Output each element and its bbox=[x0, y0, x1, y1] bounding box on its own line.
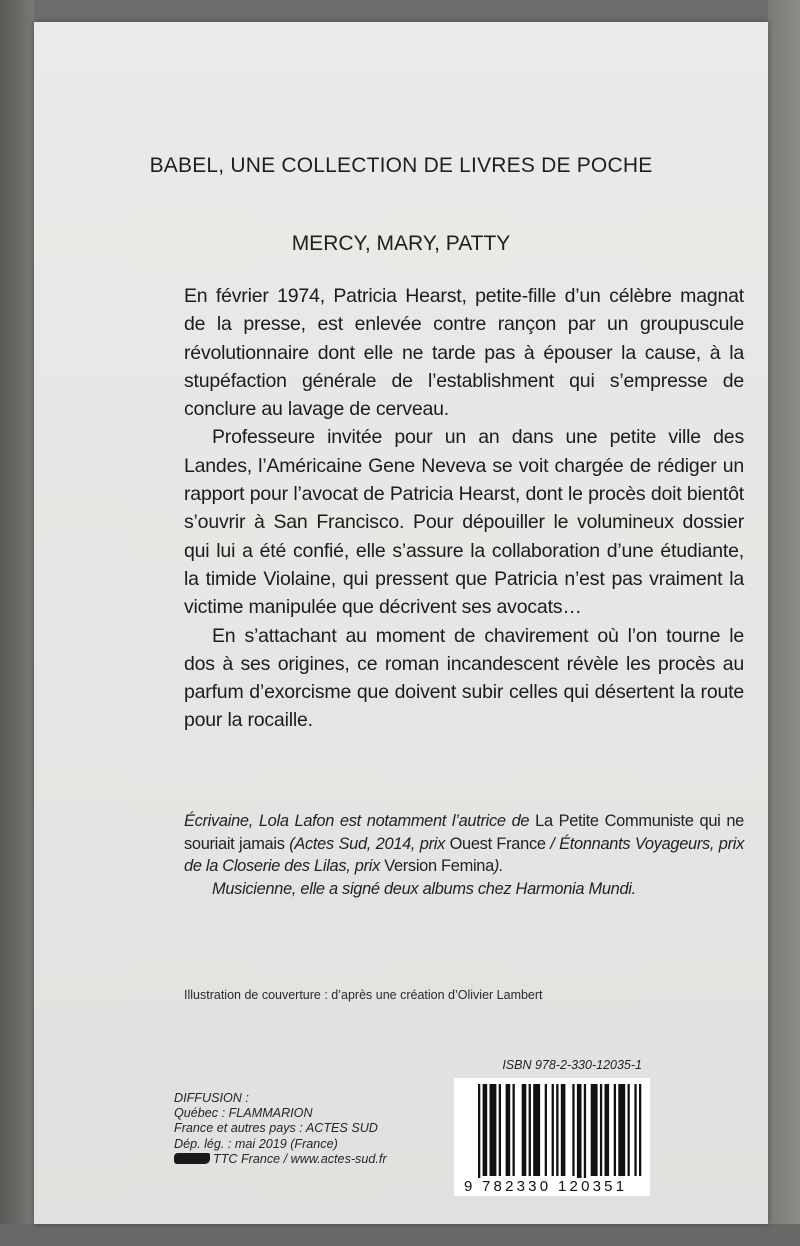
background-bottom-edge bbox=[0, 1224, 800, 1246]
bio-text: Écrivaine, Lola Lafon est notamment l’autrice de bbox=[184, 812, 536, 830]
barcode-bar bbox=[628, 1084, 630, 1176]
price-line bbox=[174, 1152, 387, 1167]
synopsis-paragraph: Professeure invitée pour un an dans une petite ville des Landes, l’Américaine Gene Neveva se voit chargée de rédiger un rapport pour l’avocat de Patricia Hearst, dont le procès doit bientôt s’ouvrir à San Francisco. Pour dépouiller le volumineux dossier qui lui a été confié, elle s’assure la collaboration d’une étudiante, la timide Violaine, qui pressent que Patricia n’est pas vraiment la victime manipulée que décrivent ses avocats… bbox=[184, 426, 744, 619]
prize-name: Version Femina bbox=[384, 857, 494, 876]
book-reference-title: La Petite Communiste qui ne souriait jamais bbox=[184, 812, 744, 853]
barcode-bar bbox=[572, 1084, 574, 1176]
author-bio bbox=[184, 810, 744, 900]
distribution-quebec: Québec : FLAMMARION bbox=[174, 1106, 313, 1121]
barcode-bar bbox=[483, 1084, 488, 1176]
collection-heading: BABEL, UNE COLLECTION DE LIVRES DE POCHE bbox=[149, 154, 653, 177]
barcode-bar bbox=[522, 1084, 527, 1176]
bio-text: ). bbox=[493, 857, 504, 876]
distribution-info bbox=[174, 1091, 387, 1167]
barcode-bar bbox=[545, 1084, 547, 1176]
background-right-edge bbox=[768, 0, 800, 1246]
price-line-text: TTC France / www.actes-sud.fr bbox=[213, 1151, 387, 1166]
barcode-bar bbox=[614, 1084, 616, 1176]
barcode-first-digit: 9 bbox=[464, 1178, 473, 1195]
book-back-cover bbox=[34, 22, 768, 1224]
author-bio-paragraph bbox=[184, 810, 744, 878]
barcode-left-group: 782330 bbox=[482, 1178, 552, 1195]
barcode-bar bbox=[577, 1084, 582, 1178]
distribution-france: France et autres pays : ACTES SUD bbox=[174, 1121, 378, 1136]
barcode-bar bbox=[618, 1084, 625, 1176]
barcode-bar bbox=[556, 1084, 558, 1176]
distribution-heading: DIFFUSION : bbox=[174, 1091, 249, 1105]
barcode-bar bbox=[600, 1084, 602, 1176]
synopsis-paragraph: En février 1974, Patricia Hearst, petite-fille d’un célèbre magnat de la presse, est enlevée contre rançon par un groupuscule révolutionnaire dont elle ne tarde pas à épouser la cause, à la stupéfaction générale de l’establishment qui s’empresse de conclure au lavage de cerveau. bbox=[184, 285, 744, 421]
barcode-bar bbox=[605, 1084, 610, 1176]
prize-name: Ouest France bbox=[449, 834, 546, 853]
barcode-bar bbox=[634, 1084, 636, 1176]
barcode-bar bbox=[529, 1084, 531, 1176]
barcode-bar bbox=[639, 1084, 641, 1176]
bio-text: (Actes Sud, 2014, prix bbox=[284, 834, 450, 853]
barcode-bar bbox=[533, 1084, 540, 1176]
barcode-digits bbox=[454, 1178, 650, 1196]
barcode-bar bbox=[499, 1084, 501, 1176]
barcode-bars bbox=[454, 1078, 650, 1178]
barcode-bar bbox=[552, 1084, 554, 1176]
bio-text: / Étonnants Voyageurs, prix de la Closerie des Lilas, prix bbox=[184, 834, 744, 876]
barcode-bar bbox=[513, 1084, 515, 1176]
barcode-bar bbox=[490, 1084, 497, 1176]
isbn: ISBN 978-2-330-12035-1 bbox=[502, 1058, 642, 1072]
illustration-credit: Illustration de couverture : d’après une création d’Olivier Lambert bbox=[184, 988, 543, 1002]
synopsis-paragraph: En s’attachant au moment de chavirement où l’on tourne le dos à ses origines, ce roman incandescent révèle les procès au parfum d’exorcisme que doivent subir celles qui désertent la route pour la rocaille. bbox=[184, 624, 744, 732]
barcode-bar bbox=[506, 1084, 511, 1176]
barcode bbox=[454, 1078, 650, 1196]
barcode-bar bbox=[561, 1084, 566, 1176]
barcode-bar bbox=[478, 1084, 480, 1178]
synopsis bbox=[184, 282, 744, 735]
barcode-right-group: 120351 bbox=[558, 1178, 628, 1195]
book-title: MERCY, MARY, PATTY bbox=[291, 232, 511, 255]
barcode-bar bbox=[584, 1084, 586, 1178]
barcode-bar bbox=[591, 1084, 598, 1176]
author-bio-paragraph: Musicienne, elle a signé deux albums chez Harmonia Mundi. bbox=[212, 879, 636, 898]
price-scribble bbox=[174, 1153, 210, 1164]
background-left-edge bbox=[0, 0, 34, 1246]
legal-deposit: Dép. lég. : mai 2019 (France) bbox=[174, 1136, 338, 1151]
